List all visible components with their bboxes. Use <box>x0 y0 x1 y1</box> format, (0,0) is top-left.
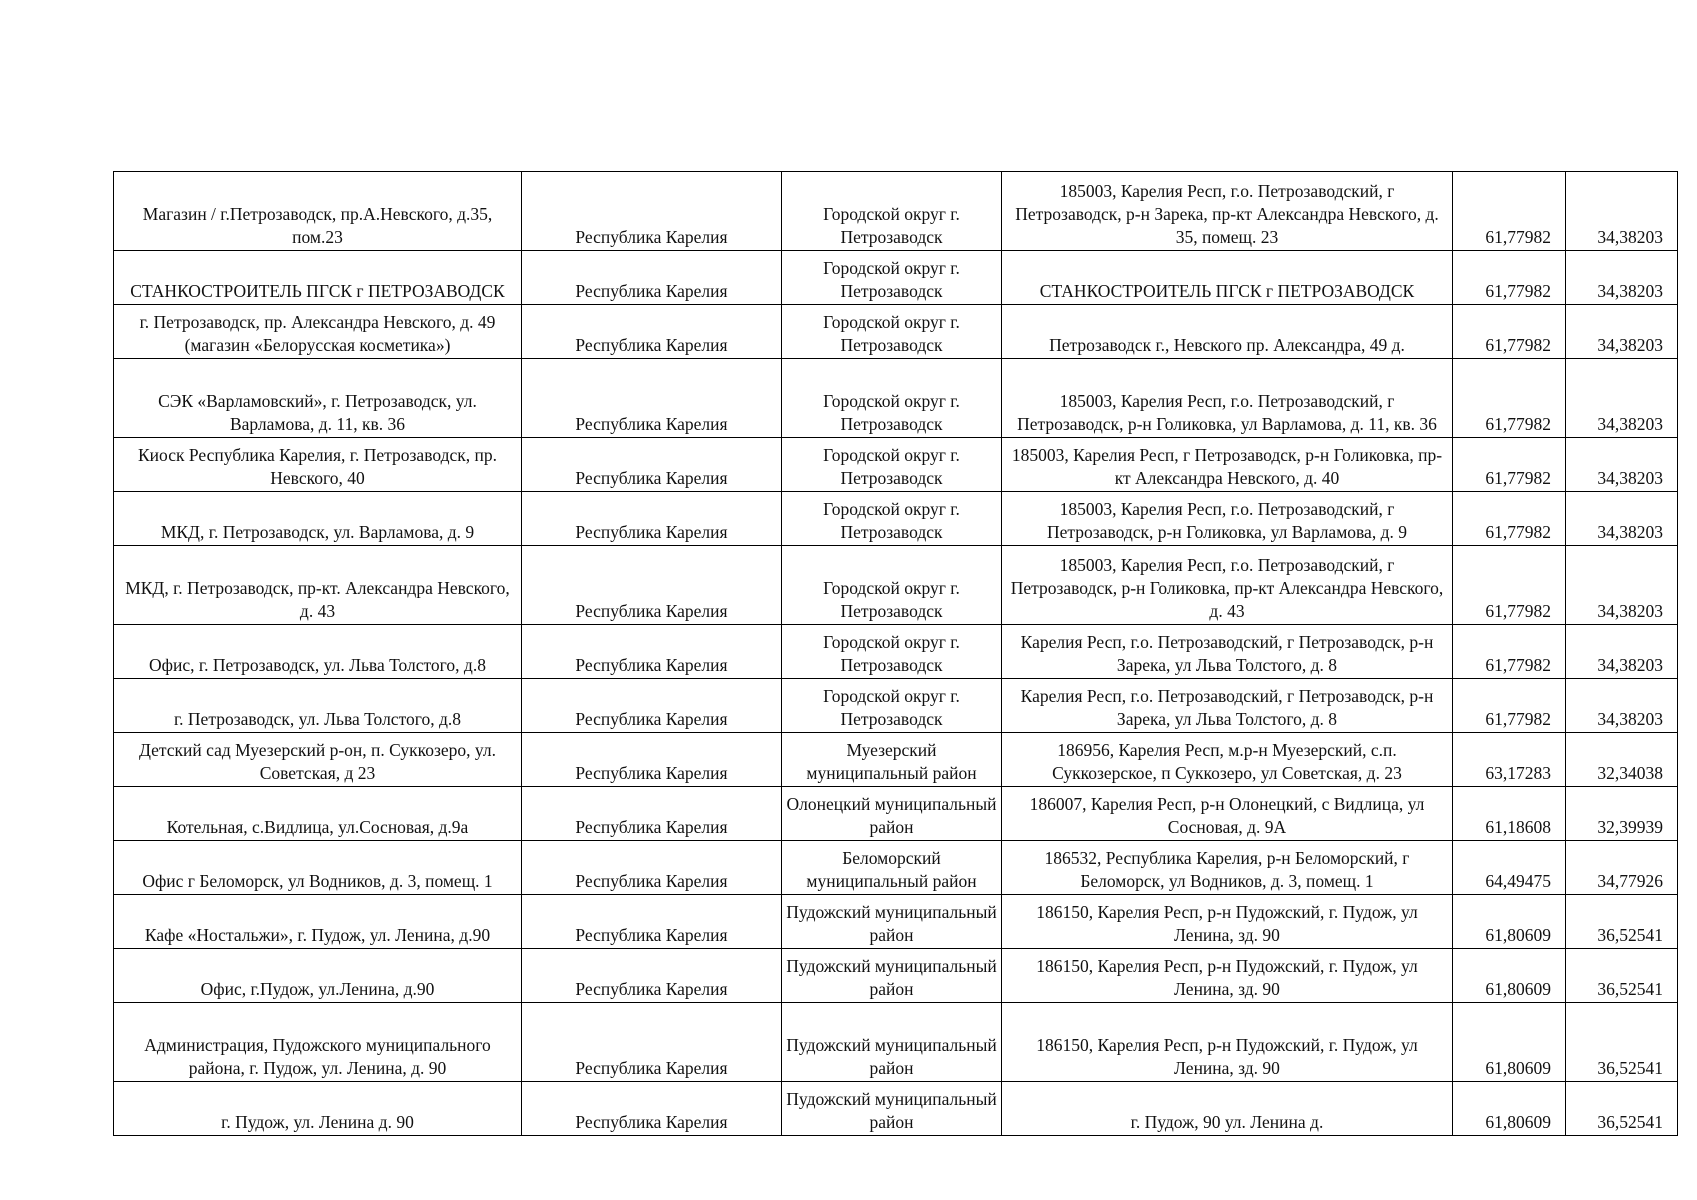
object-name-cell: Офис г Беломорск, ул Водников, д. 3, помещ. 1 <box>114 841 522 895</box>
object-name-cell: СЭК «Варламовский», г. Петрозаводск, ул. Варламова, д. 11, кв. 36 <box>114 359 522 438</box>
address-cell: 186532, Республика Карелия, р-н Беломорский, г Беломорск, ул Водников, д. 3, помещ. 1 <box>1002 841 1453 895</box>
latitude-cell: 63,17283 <box>1453 733 1566 787</box>
address-cell: 185003, Карелия Респ, г.о. Петрозаводский, г Петрозаводск, р-н Голиковка, пр-кт Александра Невского, д. 43 <box>1002 546 1453 625</box>
district-cell: Пудожский муниципальный район <box>782 1082 1002 1136</box>
object-name-cell: г. Петрозаводск, ул. Льва Толстого, д.8 <box>114 679 522 733</box>
table-row <box>114 1003 1678 1082</box>
district-cell: Городской округ г. Петрозаводск <box>782 438 1002 492</box>
longitude-cell: 36,52541 <box>1566 1082 1678 1136</box>
longitude-cell: 34,38203 <box>1566 172 1678 251</box>
table-row <box>114 679 1678 733</box>
latitude-cell: 61,77982 <box>1453 172 1566 251</box>
address-cell: Карелия Респ, г.о. Петрозаводский, г Петрозаводск, р-н Зарека, ул Льва Толстого, д. 8 <box>1002 679 1453 733</box>
latitude-cell: 61,77982 <box>1453 546 1566 625</box>
table-row <box>114 787 1678 841</box>
longitude-cell: 32,34038 <box>1566 733 1678 787</box>
longitude-cell: 34,38203 <box>1566 625 1678 679</box>
table-row <box>114 251 1678 305</box>
region-cell: Республика Карелия <box>522 733 782 787</box>
object-name-cell: г. Пудож, ул. Ленина д. 90 <box>114 1082 522 1136</box>
longitude-cell: 34,38203 <box>1566 305 1678 359</box>
region-cell: Республика Карелия <box>522 359 782 438</box>
object-name-cell: Киоск Республика Карелия, г. Петрозаводск, пр. Невского, 40 <box>114 438 522 492</box>
district-cell: Муезерский муниципальный район <box>782 733 1002 787</box>
latitude-cell: 61,80609 <box>1453 949 1566 1003</box>
address-cell: СТАНКОСТРОИТЕЛЬ ПГСК г ПЕТРОЗАВОДСК <box>1002 251 1453 305</box>
district-cell: Беломорский муниципальный район <box>782 841 1002 895</box>
table-row <box>114 546 1678 625</box>
latitude-cell: 61,80609 <box>1453 895 1566 949</box>
address-cell: 185003, Карелия Респ, г Петрозаводск, р-н Голиковка, пр-кт Александра Невского, д. 40 <box>1002 438 1453 492</box>
region-cell: Республика Карелия <box>522 1003 782 1082</box>
address-cell: 186150, Карелия Респ, р-н Пудожский, г. Пудож, ул Ленина, зд. 90 <box>1002 1003 1453 1082</box>
object-name-cell: г. Петрозаводск, пр. Александра Невского, д. 49 (магазин «Белорусская косметика») <box>114 305 522 359</box>
district-cell: Городской округ г. Петрозаводск <box>782 172 1002 251</box>
region-cell: Республика Карелия <box>522 841 782 895</box>
table-row <box>114 949 1678 1003</box>
object-name-cell: Магазин / г.Петрозаводск, пр.А.Невского, д.35, пом.23 <box>114 172 522 251</box>
district-cell: Городской округ г. Петрозаводск <box>782 251 1002 305</box>
region-cell: Республика Карелия <box>522 305 782 359</box>
table-row <box>114 841 1678 895</box>
longitude-cell: 34,38203 <box>1566 492 1678 546</box>
latitude-cell: 61,77982 <box>1453 438 1566 492</box>
latitude-cell: 61,18608 <box>1453 787 1566 841</box>
address-cell: 185003, Карелия Респ, г.о. Петрозаводский, г Петрозаводск, р-н Голиковка, ул Варламова, д. 11, кв. 36 <box>1002 359 1453 438</box>
longitude-cell: 34,38203 <box>1566 438 1678 492</box>
address-cell: 186150, Карелия Респ, р-н Пудожский, г. Пудож, ул Ленина, зд. 90 <box>1002 949 1453 1003</box>
district-cell: Городской округ г. Петрозаводск <box>782 359 1002 438</box>
address-cell: 186007, Карелия Респ, р-н Олонецкий, с Видлица, ул Сосновая, д. 9А <box>1002 787 1453 841</box>
table-row <box>114 895 1678 949</box>
longitude-cell: 34,38203 <box>1566 546 1678 625</box>
latitude-cell: 61,80609 <box>1453 1082 1566 1136</box>
district-cell: Городской округ г. Петрозаводск <box>782 679 1002 733</box>
longitude-cell: 36,52541 <box>1566 1003 1678 1082</box>
table-row <box>114 733 1678 787</box>
longitude-cell: 34,38203 <box>1566 679 1678 733</box>
region-cell: Республика Карелия <box>522 787 782 841</box>
table-row <box>114 438 1678 492</box>
district-cell: Пудожский муниципальный район <box>782 895 1002 949</box>
object-name-cell: МКД, г. Петрозаводск, пр-кт. Александра Невского, д. 43 <box>114 546 522 625</box>
longitude-cell: 32,39939 <box>1566 787 1678 841</box>
locations-table <box>113 171 1678 1136</box>
region-cell: Республика Карелия <box>522 172 782 251</box>
region-cell: Республика Карелия <box>522 679 782 733</box>
object-name-cell: Кафе «Ностальжи», г. Пудож, ул. Ленина, д.90 <box>114 895 522 949</box>
address-cell: 185003, Карелия Респ, г.о. Петрозаводский, г Петрозаводск, р-н Голиковка, ул Варламова, д. 9 <box>1002 492 1453 546</box>
object-name-cell: Офис, г.Пудож, ул.Ленина, д.90 <box>114 949 522 1003</box>
region-cell: Республика Карелия <box>522 949 782 1003</box>
district-cell: Городской округ г. Петрозаводск <box>782 625 1002 679</box>
latitude-cell: 61,77982 <box>1453 305 1566 359</box>
table-row <box>114 359 1678 438</box>
region-cell: Республика Карелия <box>522 625 782 679</box>
region-cell: Республика Карелия <box>522 438 782 492</box>
district-cell: Олонецкий муниципальный район <box>782 787 1002 841</box>
address-cell: 186150, Карелия Респ, р-н Пудожский, г. Пудож, ул Ленина, зд. 90 <box>1002 895 1453 949</box>
region-cell: Республика Карелия <box>522 546 782 625</box>
table-row <box>114 625 1678 679</box>
longitude-cell: 36,52541 <box>1566 895 1678 949</box>
latitude-cell: 61,77982 <box>1453 251 1566 305</box>
district-cell: Городской округ г. Петрозаводск <box>782 546 1002 625</box>
longitude-cell: 34,38203 <box>1566 251 1678 305</box>
object-name-cell: Офис, г. Петрозаводск, ул. Льва Толстого, д.8 <box>114 625 522 679</box>
object-name-cell: Котельная, с.Видлица, ул.Сосновая, д.9а <box>114 787 522 841</box>
object-name-cell: МКД, г. Петрозаводск, ул. Варламова, д. 9 <box>114 492 522 546</box>
address-cell: Петрозаводск г., Невского пр. Александра, 49 д. <box>1002 305 1453 359</box>
address-cell: г. Пудож, 90 ул. Ленина д. <box>1002 1082 1453 1136</box>
district-cell: Городской округ г. Петрозаводск <box>782 305 1002 359</box>
region-cell: Республика Карелия <box>522 492 782 546</box>
region-cell: Республика Карелия <box>522 251 782 305</box>
table-row <box>114 492 1678 546</box>
longitude-cell: 36,52541 <box>1566 949 1678 1003</box>
address-cell: 185003, Карелия Респ, г.о. Петрозаводский, г Петрозаводск, р-н Зарека, пр-кт Александра Невского, д. 35, помещ. 23 <box>1002 172 1453 251</box>
latitude-cell: 61,77982 <box>1453 679 1566 733</box>
district-cell: Пудожский муниципальный район <box>782 949 1002 1003</box>
object-name-cell: Детский сад Муезерский р-он, п. Суккозеро, ул. Советская, д 23 <box>114 733 522 787</box>
latitude-cell: 61,77982 <box>1453 625 1566 679</box>
address-cell: Карелия Респ, г.о. Петрозаводский, г Петрозаводск, р-н Зарека, ул Льва Толстого, д. 8 <box>1002 625 1453 679</box>
table-row <box>114 172 1678 251</box>
region-cell: Республика Карелия <box>522 1082 782 1136</box>
table-row <box>114 305 1678 359</box>
longitude-cell: 34,77926 <box>1566 841 1678 895</box>
object-name-cell: СТАНКОСТРОИТЕЛЬ ПГСК г ПЕТРОЗАВОДСК <box>114 251 522 305</box>
longitude-cell: 34,38203 <box>1566 359 1678 438</box>
latitude-cell: 64,49475 <box>1453 841 1566 895</box>
address-cell: 186956, Карелия Респ, м.р-н Муезерский, с.п. Суккозерское, п Суккозеро, ул Советская, д. 23 <box>1002 733 1453 787</box>
district-cell: Городской округ г. Петрозаводск <box>782 492 1002 546</box>
latitude-cell: 61,77982 <box>1453 359 1566 438</box>
region-cell: Республика Карелия <box>522 895 782 949</box>
latitude-cell: 61,80609 <box>1453 1003 1566 1082</box>
table-row <box>114 1082 1678 1136</box>
district-cell: Пудожский муниципальный район <box>782 1003 1002 1082</box>
object-name-cell: Администрация, Пудожского муниципального района, г. Пудож, ул. Ленина, д. 90 <box>114 1003 522 1082</box>
latitude-cell: 61,77982 <box>1453 492 1566 546</box>
